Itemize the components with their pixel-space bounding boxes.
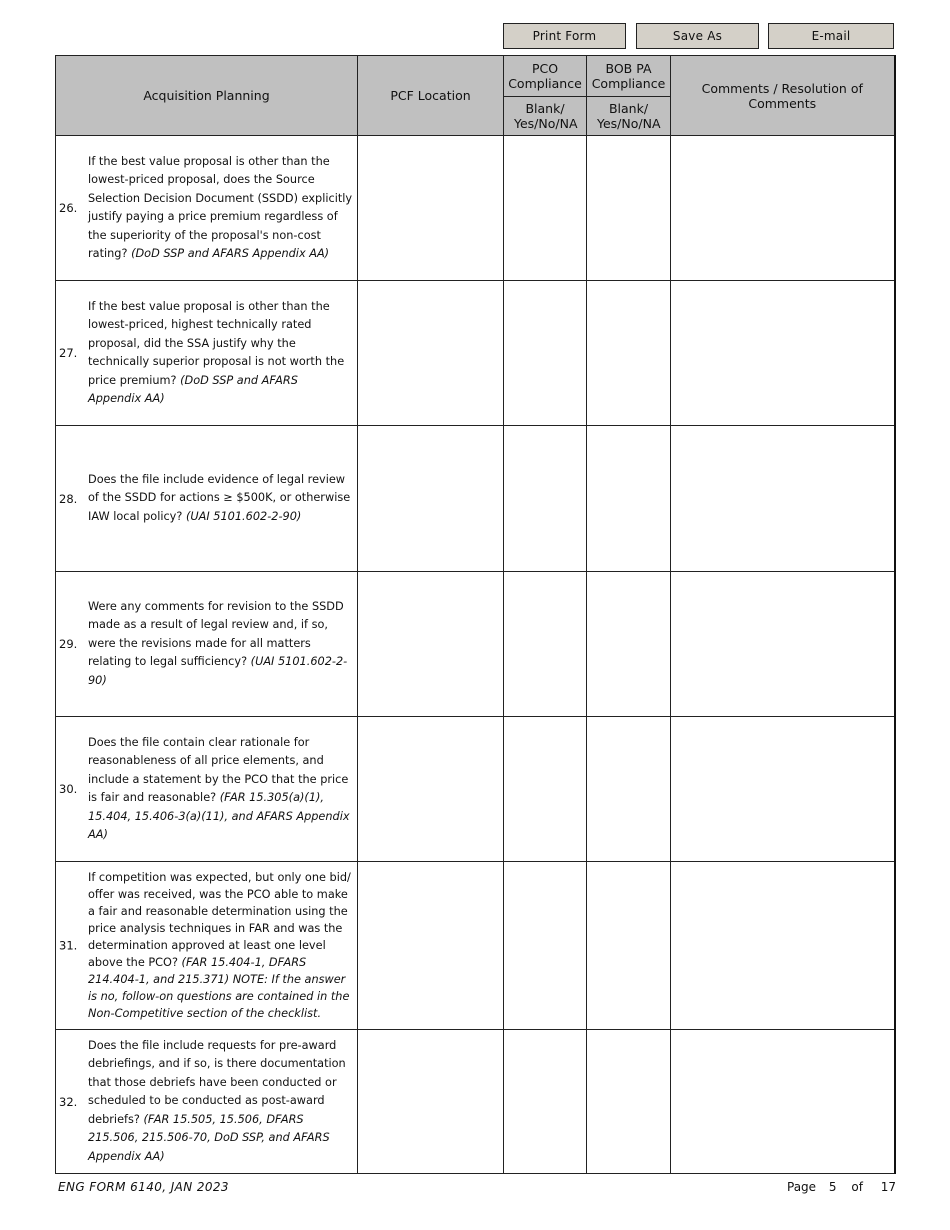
comments-field[interactable] (671, 426, 895, 572)
pco-compliance-field[interactable] (504, 136, 587, 281)
question-number: 32. (59, 1094, 78, 1109)
question-reference: (FAR 15.404-1, DFARS 214.404-1, and 215.371) NOTE: If the answer is no, follow-on questions are contained in the Non-Competitive section of the checklist. (88, 956, 350, 1020)
question-text: Were any comments for revision to the SSDD made as a result of legal review and, if so, were the revisions made for all matters relating to legal sufficiency? (88, 599, 344, 669)
question-cell (56, 717, 358, 862)
question-text: If the best value proposal is other than the lowest-priced proposal, does the Source Selection Decision Document (SSDD) explicitly justify paying a price premium regardless of the superiority of the proposal's non-cost rating? (88, 154, 353, 260)
table-row (56, 426, 895, 572)
question-cell (56, 1030, 358, 1174)
bob-compliance-field[interactable] (587, 426, 671, 572)
bob-compliance-field[interactable] (587, 281, 671, 426)
save-as-button[interactable]: Save As (636, 23, 759, 49)
pcf-location-field[interactable] (358, 862, 504, 1030)
question-text: Does the file include evidence of legal review of the SSDD for actions ≥ $500K, or otherwise IAW local policy? (88, 472, 351, 523)
question-reference: (FAR 15.305(a)(1), 15.404, 15.406-3(a)(11), and AFARS Appendix AA) (88, 791, 350, 841)
question-reference: (FAR 15.505, 15.506, DFARS 215.506, 215.506-70, DoD SSP, and AFARS Appendix AA) (88, 1112, 330, 1163)
header-pcf-location: PCF Location (358, 56, 504, 136)
question-number: 28. (59, 491, 78, 506)
question-number: 30. (59, 781, 78, 796)
question-reference: (DoD SSP and AFARS Appendix AA) (88, 373, 298, 405)
pco-compliance-field[interactable] (504, 862, 587, 1030)
pco-compliance-field[interactable] (504, 717, 587, 862)
question-reference: (DoD SSP and AFARS Appendix AA) (131, 247, 330, 260)
bob-compliance-field[interactable] (587, 717, 671, 862)
question-cell (56, 862, 358, 1030)
header-bob-pa-compliance: BOB PA Compliance (587, 56, 671, 97)
pco-compliance-field[interactable] (504, 1030, 587, 1174)
question-cell (56, 426, 358, 572)
pco-compliance-field[interactable] (504, 572, 587, 717)
table-row (56, 717, 895, 862)
question-cell (56, 281, 358, 426)
header-comments: Comments / Resolution of Comments (671, 56, 895, 136)
table-row (56, 572, 895, 717)
form-toolbar (503, 23, 894, 51)
comments-field[interactable] (671, 572, 895, 717)
question-reference: (UAI 5101.602-2-90) (88, 655, 348, 687)
bob-compliance-field[interactable] (587, 136, 671, 281)
page-indicator (787, 1180, 896, 1194)
table-row (56, 862, 895, 1030)
question-number: 31. (59, 938, 78, 952)
page-of-label: of (851, 1180, 863, 1194)
question-reference: (UAI 5101.602-2-90) (185, 509, 302, 523)
page-label: Page (787, 1180, 817, 1194)
question-text: Does the file contain clear rationale for reasonableness of all price elements, and include a statement by the PCO that the price is fair and reasonable? (88, 735, 349, 804)
bob-compliance-field[interactable] (587, 862, 671, 1030)
header-pco-values: Blank/ Yes/No/NA (504, 97, 587, 136)
comments-field[interactable] (671, 136, 895, 281)
checklist-table (55, 55, 896, 1174)
pcf-location-field[interactable] (358, 572, 504, 717)
page-current: 5 (828, 1180, 837, 1194)
pco-compliance-field[interactable] (504, 281, 587, 426)
comments-field[interactable] (671, 1030, 895, 1174)
header-bob-values: Blank/ Yes/No/NA (587, 97, 671, 136)
question-number: 29. (59, 636, 78, 651)
pcf-location-field[interactable] (358, 281, 504, 426)
question-text: Does the file include requests for pre-award debriefings, and if so, is there documentation that those debriefs have been conducted or scheduled to be conducted as post-award debriefs? (88, 1038, 346, 1126)
comments-field[interactable] (671, 281, 895, 426)
table-row (56, 281, 895, 426)
bob-compliance-field[interactable] (587, 1030, 671, 1174)
print-form-button[interactable]: Print Form (503, 23, 626, 49)
pcf-location-field[interactable] (358, 717, 504, 862)
question-number: 26. (59, 200, 78, 215)
form-identifier: ENG FORM 6140, JAN 2023 (58, 1180, 229, 1194)
page-total: 17 (880, 1180, 897, 1194)
pcf-location-field[interactable] (358, 426, 504, 572)
bob-compliance-field[interactable] (587, 572, 671, 717)
pco-compliance-field[interactable] (504, 426, 587, 572)
pcf-location-field[interactable] (358, 136, 504, 281)
comments-field[interactable] (671, 717, 895, 862)
email-button[interactable]: E-mail (768, 23, 894, 49)
table-row (56, 136, 895, 281)
comments-field[interactable] (671, 862, 895, 1030)
question-number: 27. (59, 345, 78, 360)
pcf-location-field[interactable] (358, 1030, 504, 1174)
question-text: If the best value proposal is other than the lowest-priced, highest technically rated proposal, did the SSA justify why the technically superior proposal is not worth the price premium? (88, 299, 345, 387)
question-cell (56, 136, 358, 281)
question-cell (56, 572, 358, 717)
header-acquisition-planning: Acquisition Planning (56, 56, 358, 136)
table-row (56, 1030, 895, 1174)
header-pco-compliance: PCO Compliance (504, 56, 587, 97)
question-text: If competition was expected, but only one bid/ offer was received, was the PCO able to make a fair and reasonable determination using the price analysis techniques in FAR and was the determination approved at least one level above the PCO? (88, 871, 351, 969)
